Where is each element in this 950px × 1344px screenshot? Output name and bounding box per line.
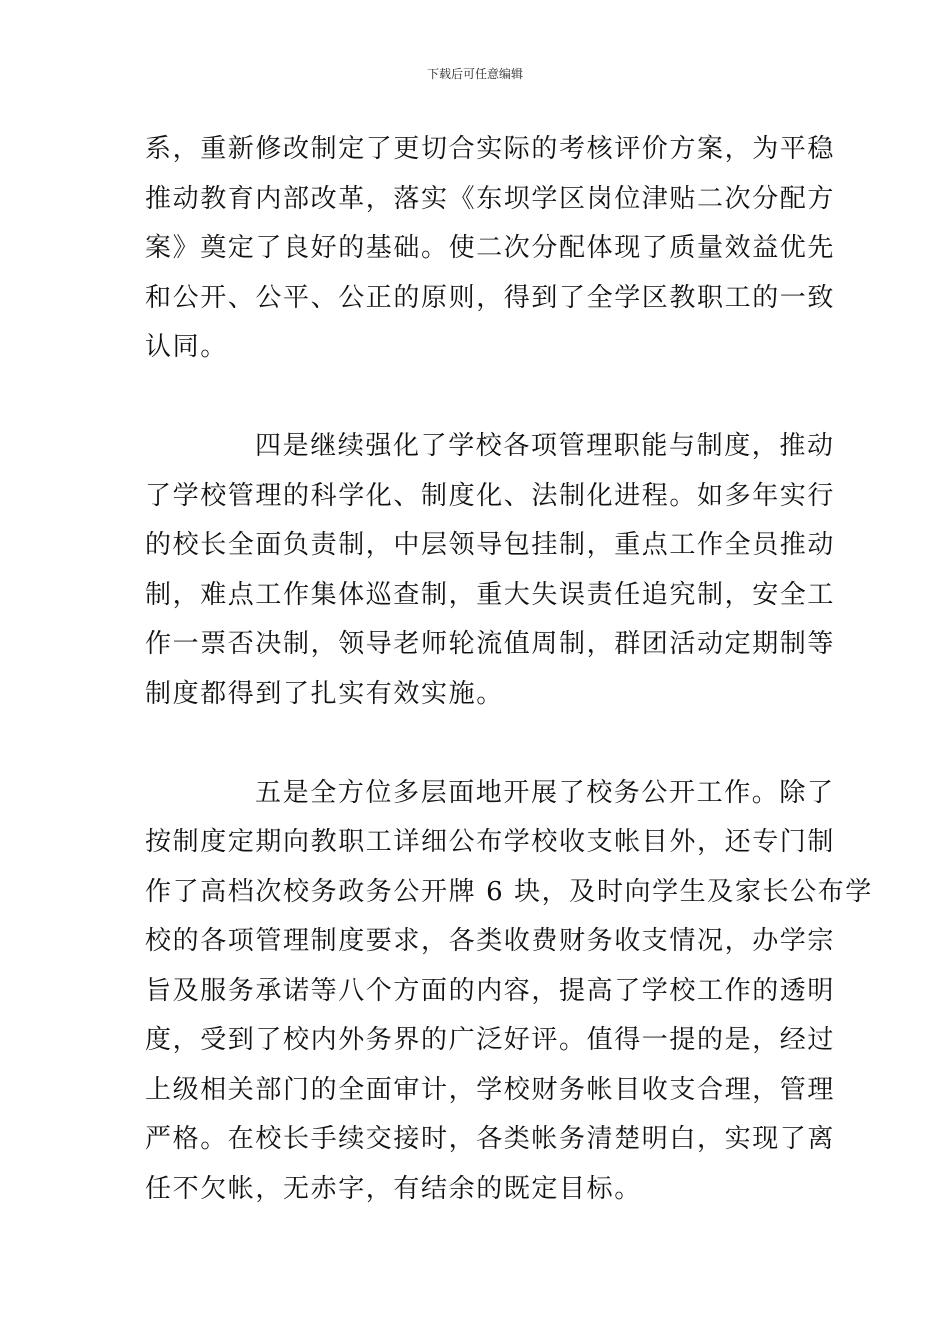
paragraph-line: 旨及服务承诺等八个方面的内容，提高了学校工作的透明: [145, 975, 836, 1006]
paragraph-line: 四是继续强化了学校各项管理职能与制度，推动: [255, 431, 835, 461]
page-header: 下载后可任意编辑: [426, 67, 523, 81]
paragraph-line: 系，重新修改制定了更切合实际的考核评价方案，为平稳: [145, 134, 836, 164]
paragraph-line: 了学校管理的科学化、制度化、法制化进程。如多年实行: [145, 480, 836, 511]
paragraph-line: 作了高档次校务政务公开牌 6 块，及时向学生及家长公布学: [145, 876, 873, 907]
paragraph-line: 的校长全面负责制，中层领导包挂制，重点工作全员推动: [145, 530, 836, 560]
paragraph-line: 校的各项管理制度要求，各类收费财务收支情况，办学宗: [145, 926, 836, 956]
paragraph-line: 严格。在校长手续交接时，各类帐务清楚明白，实现了离: [145, 1124, 836, 1154]
paragraph-line: 认同。: [145, 332, 228, 362]
paragraph-line: 推动教育内部改革，落实《东坝学区岗位津贴二次分配方: [145, 183, 836, 214]
document-body: [145, 125, 873, 1214]
paragraph-line: 上级相关部门的全面审计，学校财务帐目收支合理，管理: [145, 1074, 836, 1105]
paragraph-3: [145, 769, 873, 1215]
paragraph-spacer: [145, 719, 809, 769]
paragraph-spacer: [145, 373, 809, 423]
paragraph-line: 和公开、公平、公正的原则，得到了全学区教职工的一致: [145, 282, 836, 313]
paragraph-line: 按制度定期向教职工详细公布学校收支帐目外，还专门制: [145, 827, 836, 857]
paragraph-line: 任不欠帐，无赤字，有结余的既定目标。: [145, 1173, 642, 1204]
paragraph-line: 度，受到了校内外务界的广泛好评。值得一提的是，经过: [145, 1025, 836, 1055]
paragraph-line: 作一票否决制，领导老师轮流值周制，群团活动定期制等: [145, 629, 836, 659]
paragraph-1: [145, 125, 836, 373]
paragraph-line: 制度都得到了扎实有效实施。: [145, 678, 504, 709]
paragraph-line: 制，难点工作集体巡查制，重大失误责任追究制，安全工: [145, 579, 836, 610]
paragraph-2: [145, 422, 836, 719]
paragraph-line: 案》奠定了良好的基础。使二次分配体现了质量效益优先: [145, 233, 836, 263]
paragraph-line: 五是全方位多层面地开展了校务公开工作。除了: [255, 777, 835, 808]
